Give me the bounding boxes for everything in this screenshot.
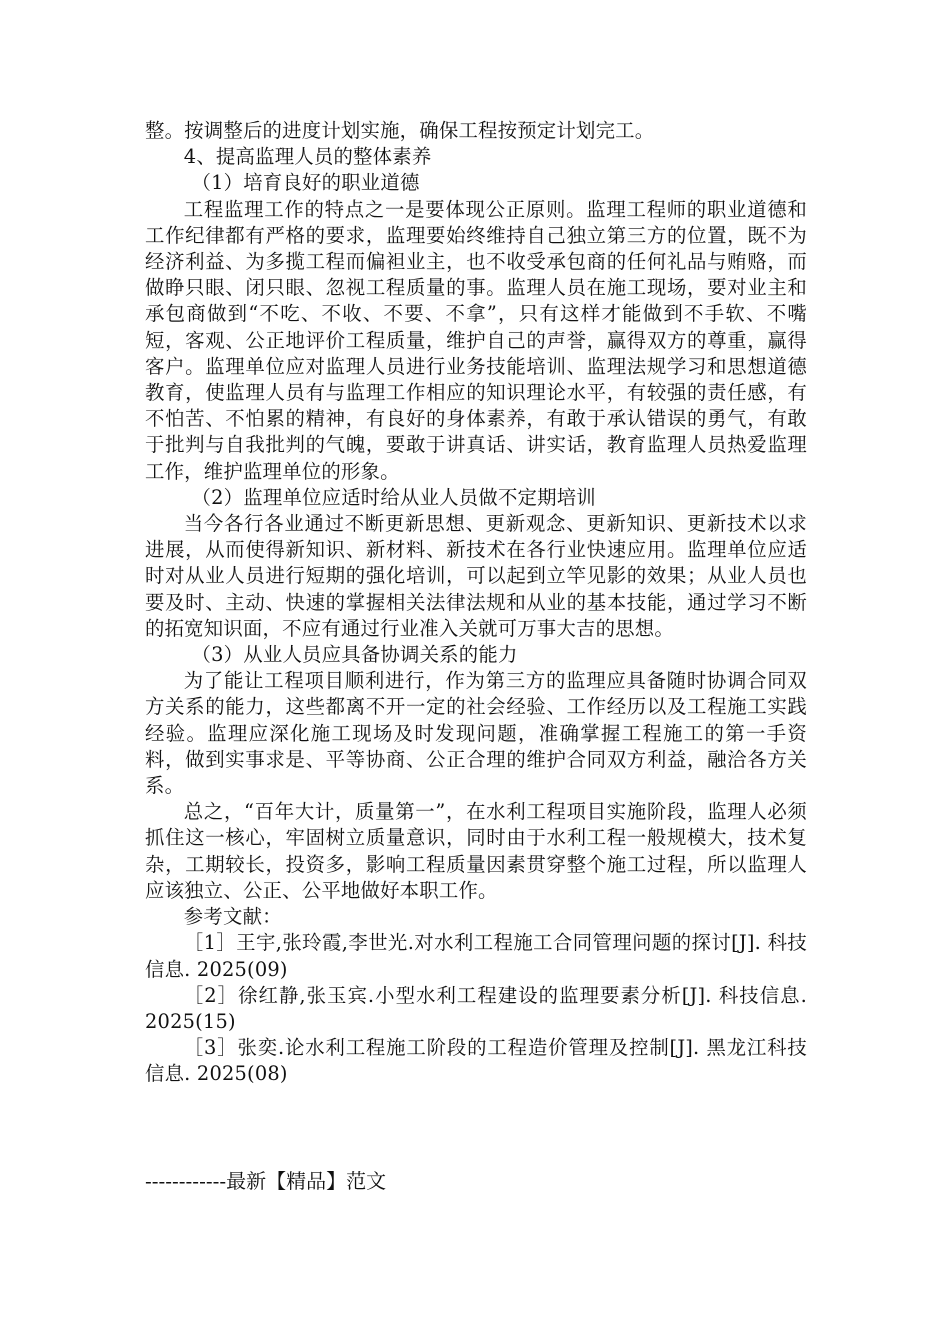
subsection-heading: （3）从业人员应具备协调关系的能力 xyxy=(191,643,518,667)
paragraph: 工程监理工作的特点之一是要体现公正原则。监理工程师的职业道德和工作纪律都有严格的要求，监理要始终维持自己独立第三方的位置，既不为经济利益、为多揽工程而偏袒业主，也不收受承包商的任何礼品与贿赂，而做睁只眼、闭只眼、忽视工程质量的事。监理人员在施工现场，要对业主和承包商做到“不吃、不收、不要、不拿”，只有这样才能做到不手软、不嘴短，客观、公正地评价工程质量，维护自己的声誉，赢得双方的尊重，赢得客户。监理单位应对监理人员进行业务技能培训、监理法规学习和思想道德教育，使监理人员有与监理工作相应的知识理论水平，有较强的责任感，有不怕苦、不怕累的精神，有良好的身体素养，有敢于承认错误的勇气，有敢于批判与自我批判的气魄，要敢于讲真话、讲实话，教育监理人员热爱监理工作，维护监理单位的形象。 xyxy=(145,197,807,483)
document-body xyxy=(145,118,807,1088)
paragraph: 整。按调整后的进度计划实施，确保工程按预定计划完工。 xyxy=(145,119,655,142)
section-heading: 4、提高监理人员的整体素养 xyxy=(183,145,432,169)
subsection-heading: （2）监理单位应适时给从业人员做不定期培训 xyxy=(191,485,596,509)
reference-item: ［3］张奕.论水利工程施工阶段的工程造价管理及控制[J]. 黑龙江科技信息. 2025(08) xyxy=(145,1036,807,1086)
reference-item: ［1］王宇,张玲霞,李世光.对水利工程施工合同管理问题的探讨[J]. 科技信息. 2025(09) xyxy=(145,931,807,981)
paragraph: 当今各行各业通过不断更新思想、更新观念、更新知识、更新技术以求进展，从而使得新知识、新材料、新技术在各行业快速应用。监理单位应适时对从业人员进行短期的强化培训，可以起到立竿见影的效果；从业人员也要及时、主动、快速的掌握相关法律法规和从业的基本技能，通过学习不断的拓宽知识面，不应有通过行业准入关就可万事大吉的思想。 xyxy=(145,512,807,640)
conclusion-paragraph: 总之，“百年大计，质量第一”，在水利工程项目实施阶段，监理人必须抓住这一核心，牢固树立质量意识，同时由于水利工程一般规模大，技术复杂，工期较长，投资多，影响工程质量因素贯穿整个施工过程，所以监理人应该独立、公正、公平地做好本职工作。 xyxy=(145,800,807,902)
subsection-heading: （1）培育良好的职业道德 xyxy=(191,171,420,195)
page-footer: ------------最新【精品】范文 xyxy=(145,1169,387,1193)
reference-item: ［2］徐红静,张玉宾.小型水利工程建设的监理要素分析[J]. 科技信息. 2025(15) xyxy=(145,983,807,1033)
references-heading: 参考文献： xyxy=(183,905,282,929)
paragraph: 为了能让工程项目顺利进行，作为第三方的监理应具备随时协调合同双方关系的能力，这些都离不开一定的社会经验、工作经历以及工程施工实践经验。监理应深化施工现场及时发现问题，准确掌握工程施工的第一手资料，做到实事求是、平等协商、公正合理的维护合同双方利益，融洽各方关系。 xyxy=(145,669,807,798)
